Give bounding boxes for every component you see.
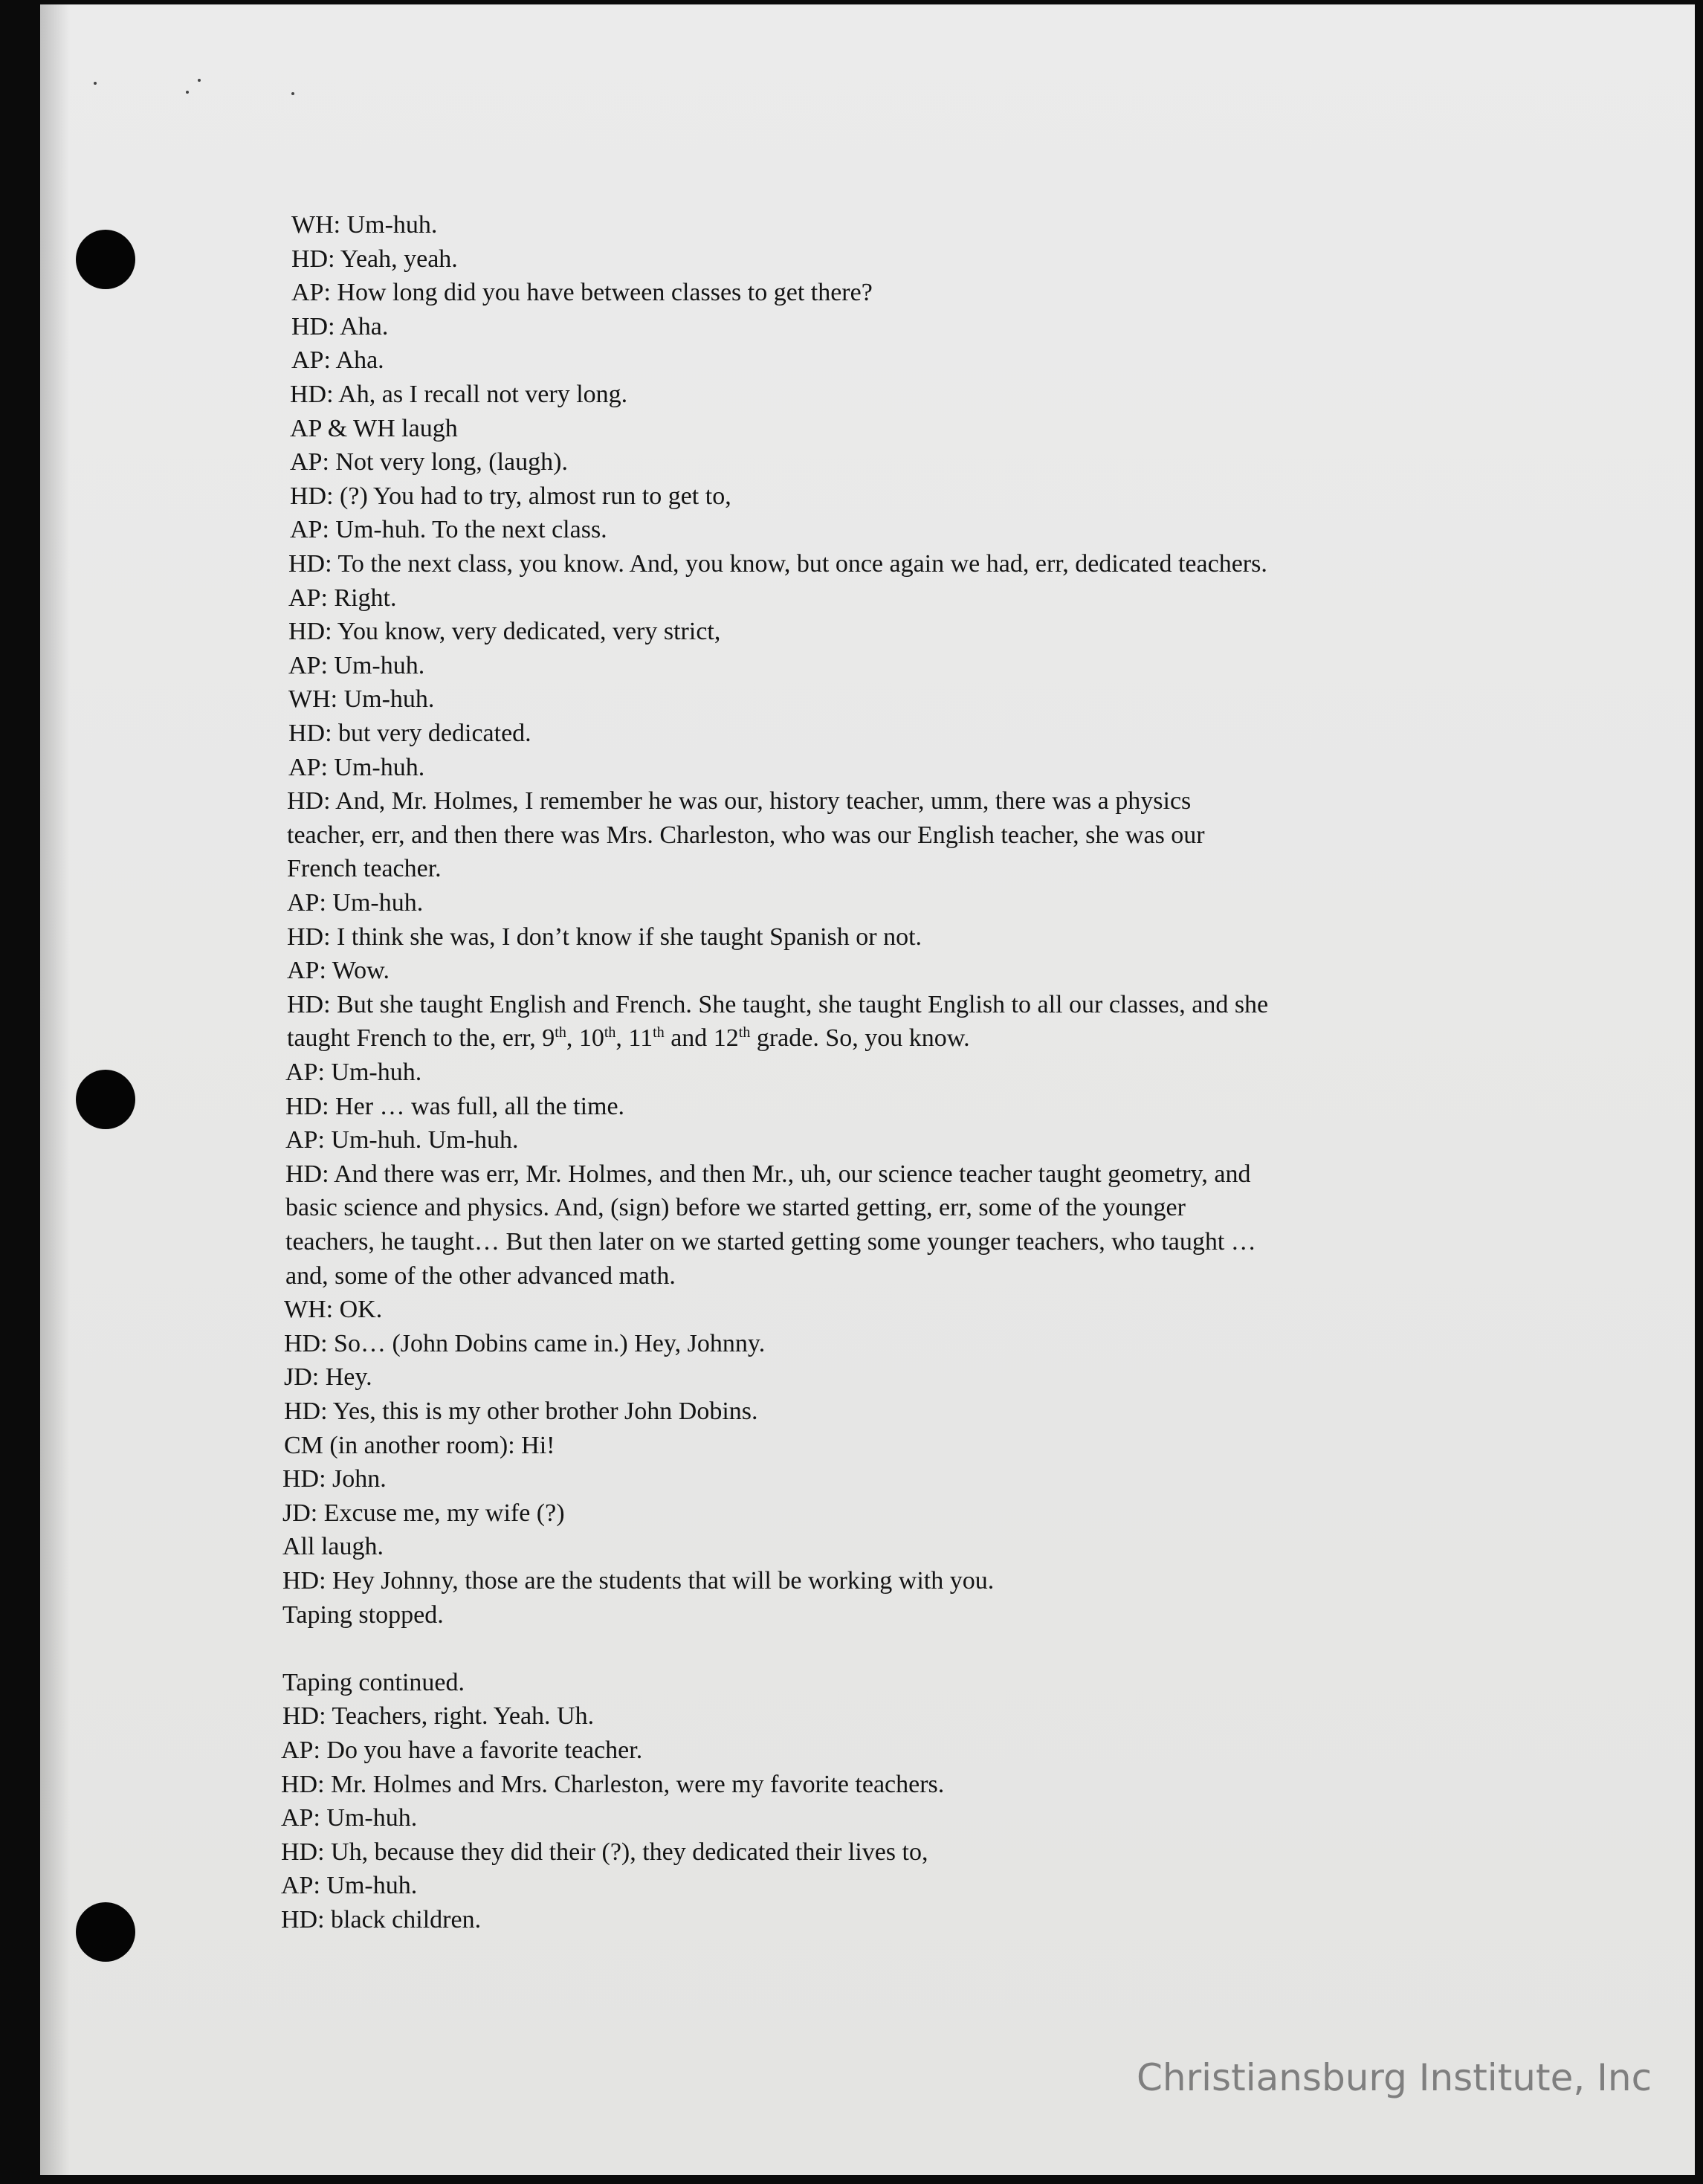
transcript-line: HD: And there was err, Mr. Holmes, and then Mr., uh, our science teacher taught geometry, and: [285, 1160, 1251, 1188]
transcript-line: HD: You know, very dedicated, very strict,: [288, 618, 721, 646]
ordinal-suffix: th: [653, 1024, 665, 1041]
transcript-line: HD: I think she was, I don’t know if she taught Spanish or not.: [287, 923, 922, 951]
transcript-line: HD: So… (John Dobins came in.) Hey, Johnny.: [284, 1329, 766, 1357]
grades-text: grade. So, you know.: [750, 1024, 970, 1053]
transcript-line: HD: John.: [282, 1465, 387, 1493]
transcript-line: AP: How long did you have between classes to get there?: [291, 279, 873, 307]
transcript-line: JD: Excuse me, my wife (?): [282, 1499, 565, 1527]
transcript-line: HD: And, Mr. Holmes, I remember he was our, history teacher, umm, there was a physics: [287, 787, 1192, 815]
dust-speck: [198, 79, 201, 82]
transcript-line: teacher, err, and then there was Mrs. Charleston, who was our English teacher, she was our: [287, 821, 1205, 849]
transcript-line: AP: Um-huh.: [287, 889, 424, 917]
transcript-line: AP: Right.: [288, 584, 397, 612]
dust-speck: [94, 82, 97, 85]
transcript-line-grades: [287, 1026, 970, 1051]
transcript-line: AP: Um-huh. To the next class.: [290, 516, 607, 544]
ordinal-suffix: th: [604, 1024, 616, 1041]
transcript-line: AP: Do you have a favorite teacher.: [281, 1736, 643, 1764]
transcript-line: AP: Wow.: [287, 957, 390, 985]
transcript-line: HD: but very dedicated.: [288, 720, 531, 747]
grades-text: , 11: [615, 1024, 653, 1053]
transcript-line: basic science and physics. And, (sign) before we started getting, err, some of the younger: [285, 1194, 1186, 1222]
transcript-line: HD: Yeah, yeah.: [291, 245, 458, 273]
transcript-line: HD: To the next class, you know. And, you know, but once again we had, err, dedicated teachers.: [288, 550, 1267, 578]
dust-speck: [291, 92, 294, 95]
ordinal-suffix: th: [738, 1024, 751, 1041]
transcript-line: WH: OK.: [284, 1296, 383, 1324]
transcript-line: All laugh.: [282, 1533, 384, 1561]
transcript-line: AP: Um-huh.: [288, 651, 425, 679]
transcript-line: AP: Not very long, (laugh).: [290, 448, 568, 476]
transcript-line: WH: Um-huh.: [291, 211, 438, 239]
transcript-line: Taping stopped.: [282, 1600, 444, 1629]
transcript-line: HD: Mr. Holmes and Mrs. Charleston, were my favorite teachers.: [281, 1770, 945, 1798]
transcript-line: AP: Aha.: [291, 346, 384, 375]
transcript-line: HD: black children.: [281, 1906, 482, 1933]
transcript-line: HD: Ah, as I recall not very long.: [290, 381, 628, 408]
transcript-line: and, some of the other advanced math.: [285, 1261, 676, 1290]
transcript-line: French teacher.: [287, 855, 442, 883]
watermark: Christiansburg Institute, Inc: [1137, 2056, 1652, 2099]
transcript-line: AP & WH laugh: [290, 414, 458, 442]
scanned-page: [40, 4, 1695, 2175]
punch-hole-middle: [76, 1070, 135, 1129]
transcript-line: teachers, he taught… But then later on we started getting some younger teachers, who taught …: [285, 1228, 1256, 1256]
transcript-line: AP: Um-huh.: [281, 1872, 418, 1900]
ordinal-suffix: th: [555, 1024, 566, 1041]
punch-hole-top: [76, 230, 135, 289]
transcript-line: HD: Her … was full, all the time.: [285, 1092, 625, 1120]
transcript-line: WH: Um-huh.: [288, 685, 435, 714]
transcript-line: AP: Um-huh. Um-huh.: [285, 1126, 519, 1154]
dust-speck: [186, 91, 189, 94]
transcript-line: HD: But she taught English and French. She taught, she taught English to all our classes, and she: [287, 990, 1269, 1018]
transcript-line: HD: Hey Johnny, those are the students that will be working with you.: [282, 1567, 995, 1595]
grades-text: , 10: [566, 1024, 604, 1053]
transcript-line: AP: Um-huh.: [288, 753, 425, 781]
transcript-line: JD: Hey.: [284, 1363, 372, 1392]
transcript-line: HD: Uh, because they did their (?), they dedicated their lives to,: [281, 1838, 928, 1866]
transcript-line: HD: Aha.: [291, 312, 389, 340]
grades-text: taught French to the, err, 9: [287, 1024, 555, 1053]
transcript-line: HD: Yes, this is my other brother John Dobins.: [284, 1398, 758, 1425]
transcript-line: CM (in another room): Hi!: [284, 1431, 555, 1459]
transcript-line: HD: Teachers, right. Yeah. Uh.: [282, 1702, 595, 1731]
transcript-line: HD: (?) You had to try, almost run to get to,: [290, 482, 731, 510]
punch-hole-bottom: [76, 1902, 135, 1962]
transcript-line: AP: Um-huh.: [285, 1059, 422, 1086]
grades-text: and 12: [664, 1024, 739, 1053]
transcript-line: Taping continued.: [282, 1668, 465, 1696]
transcript-line: AP: Um-huh.: [281, 1804, 418, 1832]
page-edge-shadow: [40, 4, 70, 2175]
